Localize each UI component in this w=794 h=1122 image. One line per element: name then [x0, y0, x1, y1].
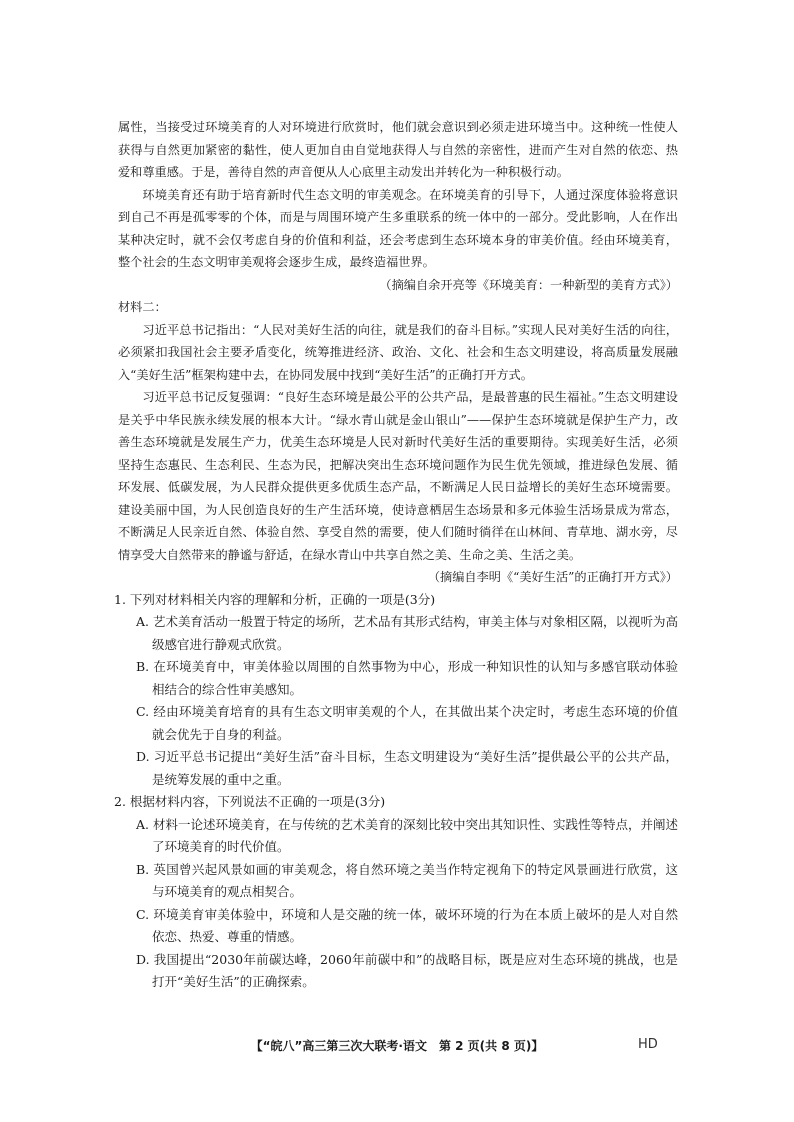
page-footer: [0, 1037, 794, 1057]
material1-source: （摘编自余开亮等《环境美育：一种新型的美育方式》）: [379, 277, 678, 292]
material2-paragraph-2: 习近平总书记反复强调：“良好生态环境是最公平的公共产品，是最普惠的民生福祉。”生态文明建设是关乎中华民族永续发展的根本大计。“绿水青山就是金山银山”——保护生态环境就是保护生产力，改善生态环境就是发展生产力，优美生态环境是人民对新时代美好生活的重要期待。实现美好生活，必须坚持生态惠民、生态利民、生态为民，把解决突出生态环境问题作为民生优先领域，推进绿色发展、循环发展、低碳发展，为人民群众提供更多优质生态产品，不断满足人民日益增长的美好生态环境需要。建设美丽中国，为人民创造良好的生产生活环境，使诗意栖居生态场景和多元体验生活场景成为常态，不断满足人民亲近自然、体验自然、享受自然的需要，使人们随时徜徉在山林间、青草地、湖水旁，尽情享受大自然带来的静谧与舒适，在绿水青山中共享自然之美、生命之美、生活之美。: [118, 390, 678, 562]
material2-paragraph-1: 习近平总书记指出：“人民对美好生活的向往，就是我们的奋斗目标。”实现人民对美好生活的向往，必须紧扣我国社会主要矛盾变化，统筹推进经济、政治、文化、社会和生态文明建设，将高质量发展融入“美好生活”框架构建中去，在协同发展中找到“美好生活”的正确打开方式。: [118, 322, 678, 382]
material2-source: （摘编自李明《“美好生活”的正确打开方式》）: [427, 570, 678, 584]
question-stem: 1. 下列对材料相关内容的理解和分析，正确的一项是(3分): [114, 591, 436, 607]
option-a: A. 材料一论述环境美育，在与传统的艺术美育的深刻比较中突出其知识性、实践性等特点，并阐述了环境美育的时代价值。: [136, 816, 678, 854]
option-a: A. 艺术美育活动一般置于特定的场所，艺术品有其形式结构，审美主体与对象相区隔，以视听为高级感官进行静观式欣赏。: [136, 614, 678, 652]
option-c: C. 环境美育审美体验中，环境和人是交融的统一体，破坏环境的行为在本质上破坏的是人对自然依恋、热爱、尊重的情感。: [136, 906, 678, 944]
option-c: C. 经由环境美育培育的具有生态文明审美观的个人，在其做出某个决定时，考虑生态环境的价值就会优先于自身的利益。: [136, 704, 678, 742]
page-content: [114, 116, 678, 994]
option-d: D. 习近平总书记提出“美好生活”奋斗目标，生态文明建设为“美好生活”提供最公平的公共产品，是统筹发展的重中之重。: [136, 749, 678, 787]
question-1: [114, 589, 678, 792]
option-d: D. 我国提出“2030年前碳达峰，2060年前碳中和”的战略目标，既是应对生态环境的挑战，也是打开“美好生活”的正确探索。: [136, 951, 678, 989]
material1-paragraph-1: 属性，当接受过环境美育的人对环境进行欣赏时，他们就会意识到必须走进环境当中。这种统一性使人获得与自然更加紧密的黏性，使人更加自由自觉地获得人与自然的亲密性，进而产生对自然的依恋、热爱和尊重感。于是，善待自然的声音便从人心底里主动发出并转化为一种积极行动。: [118, 120, 678, 179]
option-b: B. 在环境美育中，审美体验以周围的自然事物为中心，形成一种知识性的认知与多感官联动体验相结合的综合性审美感知。: [136, 659, 678, 697]
footer-exam-info: 【“皖八”高三第三次大联考·语文 第 2 页(共 8 页)】: [250, 1039, 544, 1053]
material1-paragraph-2: 环境美育还有助于培育新时代生态文明的审美观念。在环境美育的引导下，人通过深度体验将意识到自己不再是孤零零的个体，而是与周围环境产生多重联系的统一体中的一部分。受此影响，人在作出某种决定时，就不会仅考虑自身的价值和利益，还会考虑到生态环境本身的审美价值。经由环境美育，整个社会的生态文明审美观将会逐步生成，最终造福世界。: [118, 187, 678, 269]
option-b: B. 英国曾兴起风景如画的审美观念，将自然环境之美当作特定视角下的特定风景画进行欣赏，这与环境美育的观点相契合。: [136, 861, 678, 899]
question-stem: 2. 根据材料内容，下列说法不正确的一项是(3分): [114, 794, 386, 809]
footer-code: HD: [638, 1037, 658, 1052]
question-2: [114, 791, 678, 994]
material2-heading: 材料二：: [118, 300, 167, 314]
